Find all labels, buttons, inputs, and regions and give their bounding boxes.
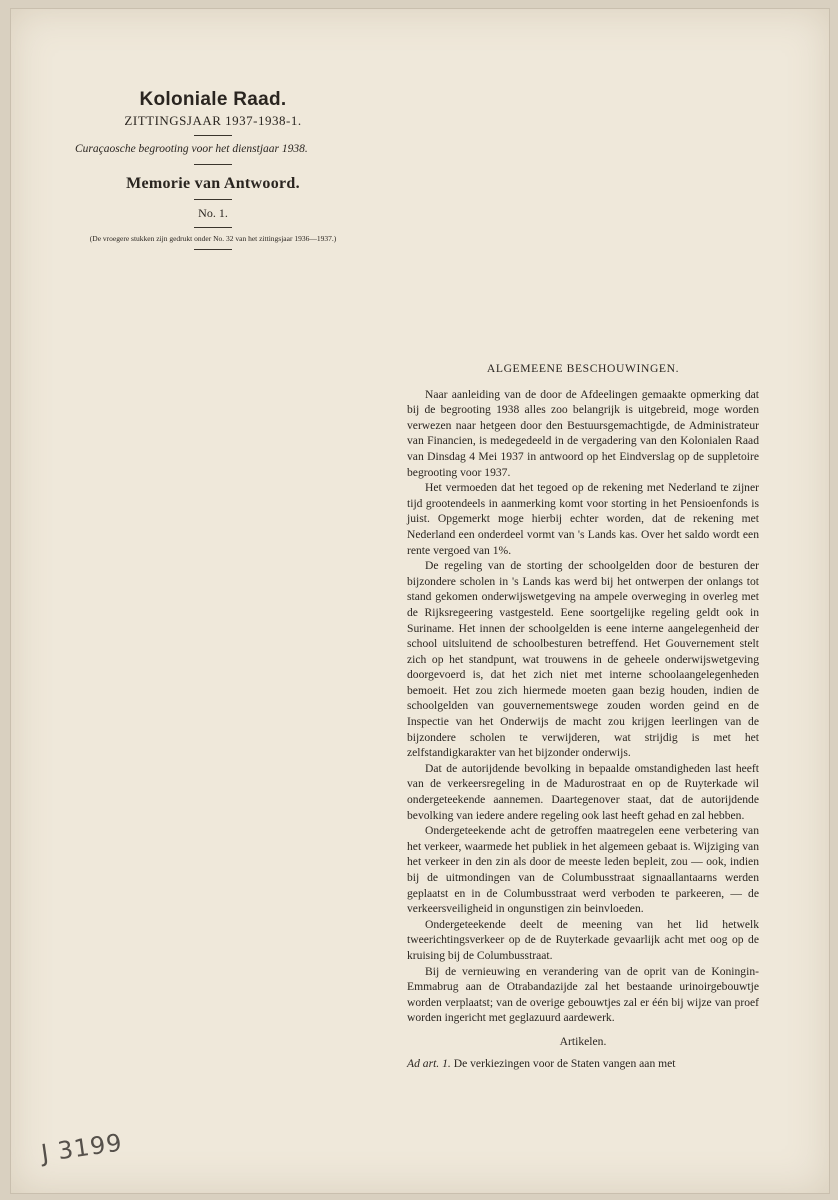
paragraph: De regeling van de storting der schoolgelden door de besturen der bijzondere scholen in 's Lands kas werd bij het ontwerpen der onlangs tot stand gekomen onderwijswetgeving na ampele overweging in overleg met de Rijksregeering vastgesteld. Eene soortgelijke regeling geldt ook in Suriname. Het innen der schoolgelden is eene interne aangelegenheid der school uitsluitend de schoolbesturen betreffend. Het Gouvernement stelt zich op het standpunt, wat trouwens in de geheele onderwijswetgeving doorgevoerd is, dat het zich niet met interne schoolaangelegenheden bemoeit. Het zou zich hiermede moeten gaan bezig houden, indien de schoolgelden van gouvernementswege zouden worden geind en de Inspectie van het Onderwijs de macht zou krijgen leerlingen van de bijzondere scholen te verwijderen, wat strijdig is met het zelfstandigkarakter van het bijzonder onderwijs. [407, 559, 759, 760]
body-column [407, 361, 759, 1071]
section-heading: ALGEMEENE BESCHOUWINGEN. [486, 362, 680, 375]
divider [194, 199, 232, 200]
council-title: Koloniale Raad. [139, 89, 287, 110]
divider [194, 135, 232, 136]
divider [194, 227, 232, 228]
pencil-annotation: J 3199 [39, 1128, 125, 1168]
articles-heading: Artikelen. [559, 1034, 607, 1048]
paragraph: Bij de vernieuwing en verandering van de oprit van de Koningin-Emmabrug aan de Otrabandazijde zal het bestaande urinoirgebouwtje worden verplaatst; van de overige gebouwtjes zal er één bij wijze van proef worden ingericht met geglazuurd aardewerk. [407, 964, 759, 1025]
session-year: ZITTINGSJAAR 1937-1938-1. [124, 113, 302, 128]
document-title: Memorie van Antwoord. [126, 174, 300, 192]
paragraph: Dat de autorijdende bevolking in bepaalde omstandigheden last heeft van de verkeersregeling in de Madurostraat en op de Ruyterkade wil ondergeteekende aannemen. Daartegenover staat, dat de autorijdende bevolking van iedere andere regeling ook last heeft gehad en zal hebben. [407, 761, 759, 822]
paragraph: Ondergeteekende deelt de meening van het lid hetwelk tweerichtingsverkeer op de de Ruyterkade gevaarlijk acht met oog op de kruising bij de Columbusstraat. [407, 917, 759, 962]
article-label: Ad art. 1. [407, 1056, 451, 1070]
divider [194, 164, 232, 165]
document-page [10, 8, 830, 1194]
divider [194, 249, 232, 250]
article-text: De verkiezingen voor de Staten vangen aan met [453, 1056, 676, 1070]
document-number: No. 1. [198, 205, 228, 220]
previous-documents-note: (De vroegere stukken zijn gedrukt onder No. 32 van het zittingsjaar 1936—1937.) [89, 233, 337, 243]
article-line [407, 1056, 759, 1072]
paragraph: Naar aanleiding van de door de Afdeelingen gemaakte opmerking dat bij de begrooting 1938 alles zoo belangrijk is uitgebreid, moge worden verwezen naar hetgeen door den Bestuursgemachtigde, de Administrateur van Financien, is medegedeeld in de vergadering van den Kolonialen Raad van Dinsdag 4 Mei 1937 in antwoord op het Eindverslag op de suppletoire begrooting voor 1937. [407, 387, 759, 479]
paragraph: Ondergeteekende acht de getroffen maatregelen eene verbetering van het verkeer, waarmede het publiek in het algemeen gebaat is. Wijziging van het verkeer in den zin als door de meeste leden bepleit, zou — ook, indien bij de uitmondingen van de Columbusstraat signaallantaarns werden geplaatst en in de Columbusstraat werd verboden te parkeeren, — de verkeersveiligheid in ongunstigen zin beinvloeden. [407, 824, 759, 916]
budget-subtitle: Curaçaosche begrooting voor het dienstjaar 1938. [75, 143, 308, 155]
paragraph: Het vermoeden dat het tegoed op de rekening met Nederland te zijner tijd grootendeels in aanmerking komt voor storting in het Pensioenfonds is juist. Opgemerkt moge hierbij echter worden, dat de rekening met Nederland een onderdeel vormt van 's Lands kas. Over het saldo wordt een rente vergoed van 1%. [407, 481, 759, 557]
document-header [63, 89, 363, 256]
